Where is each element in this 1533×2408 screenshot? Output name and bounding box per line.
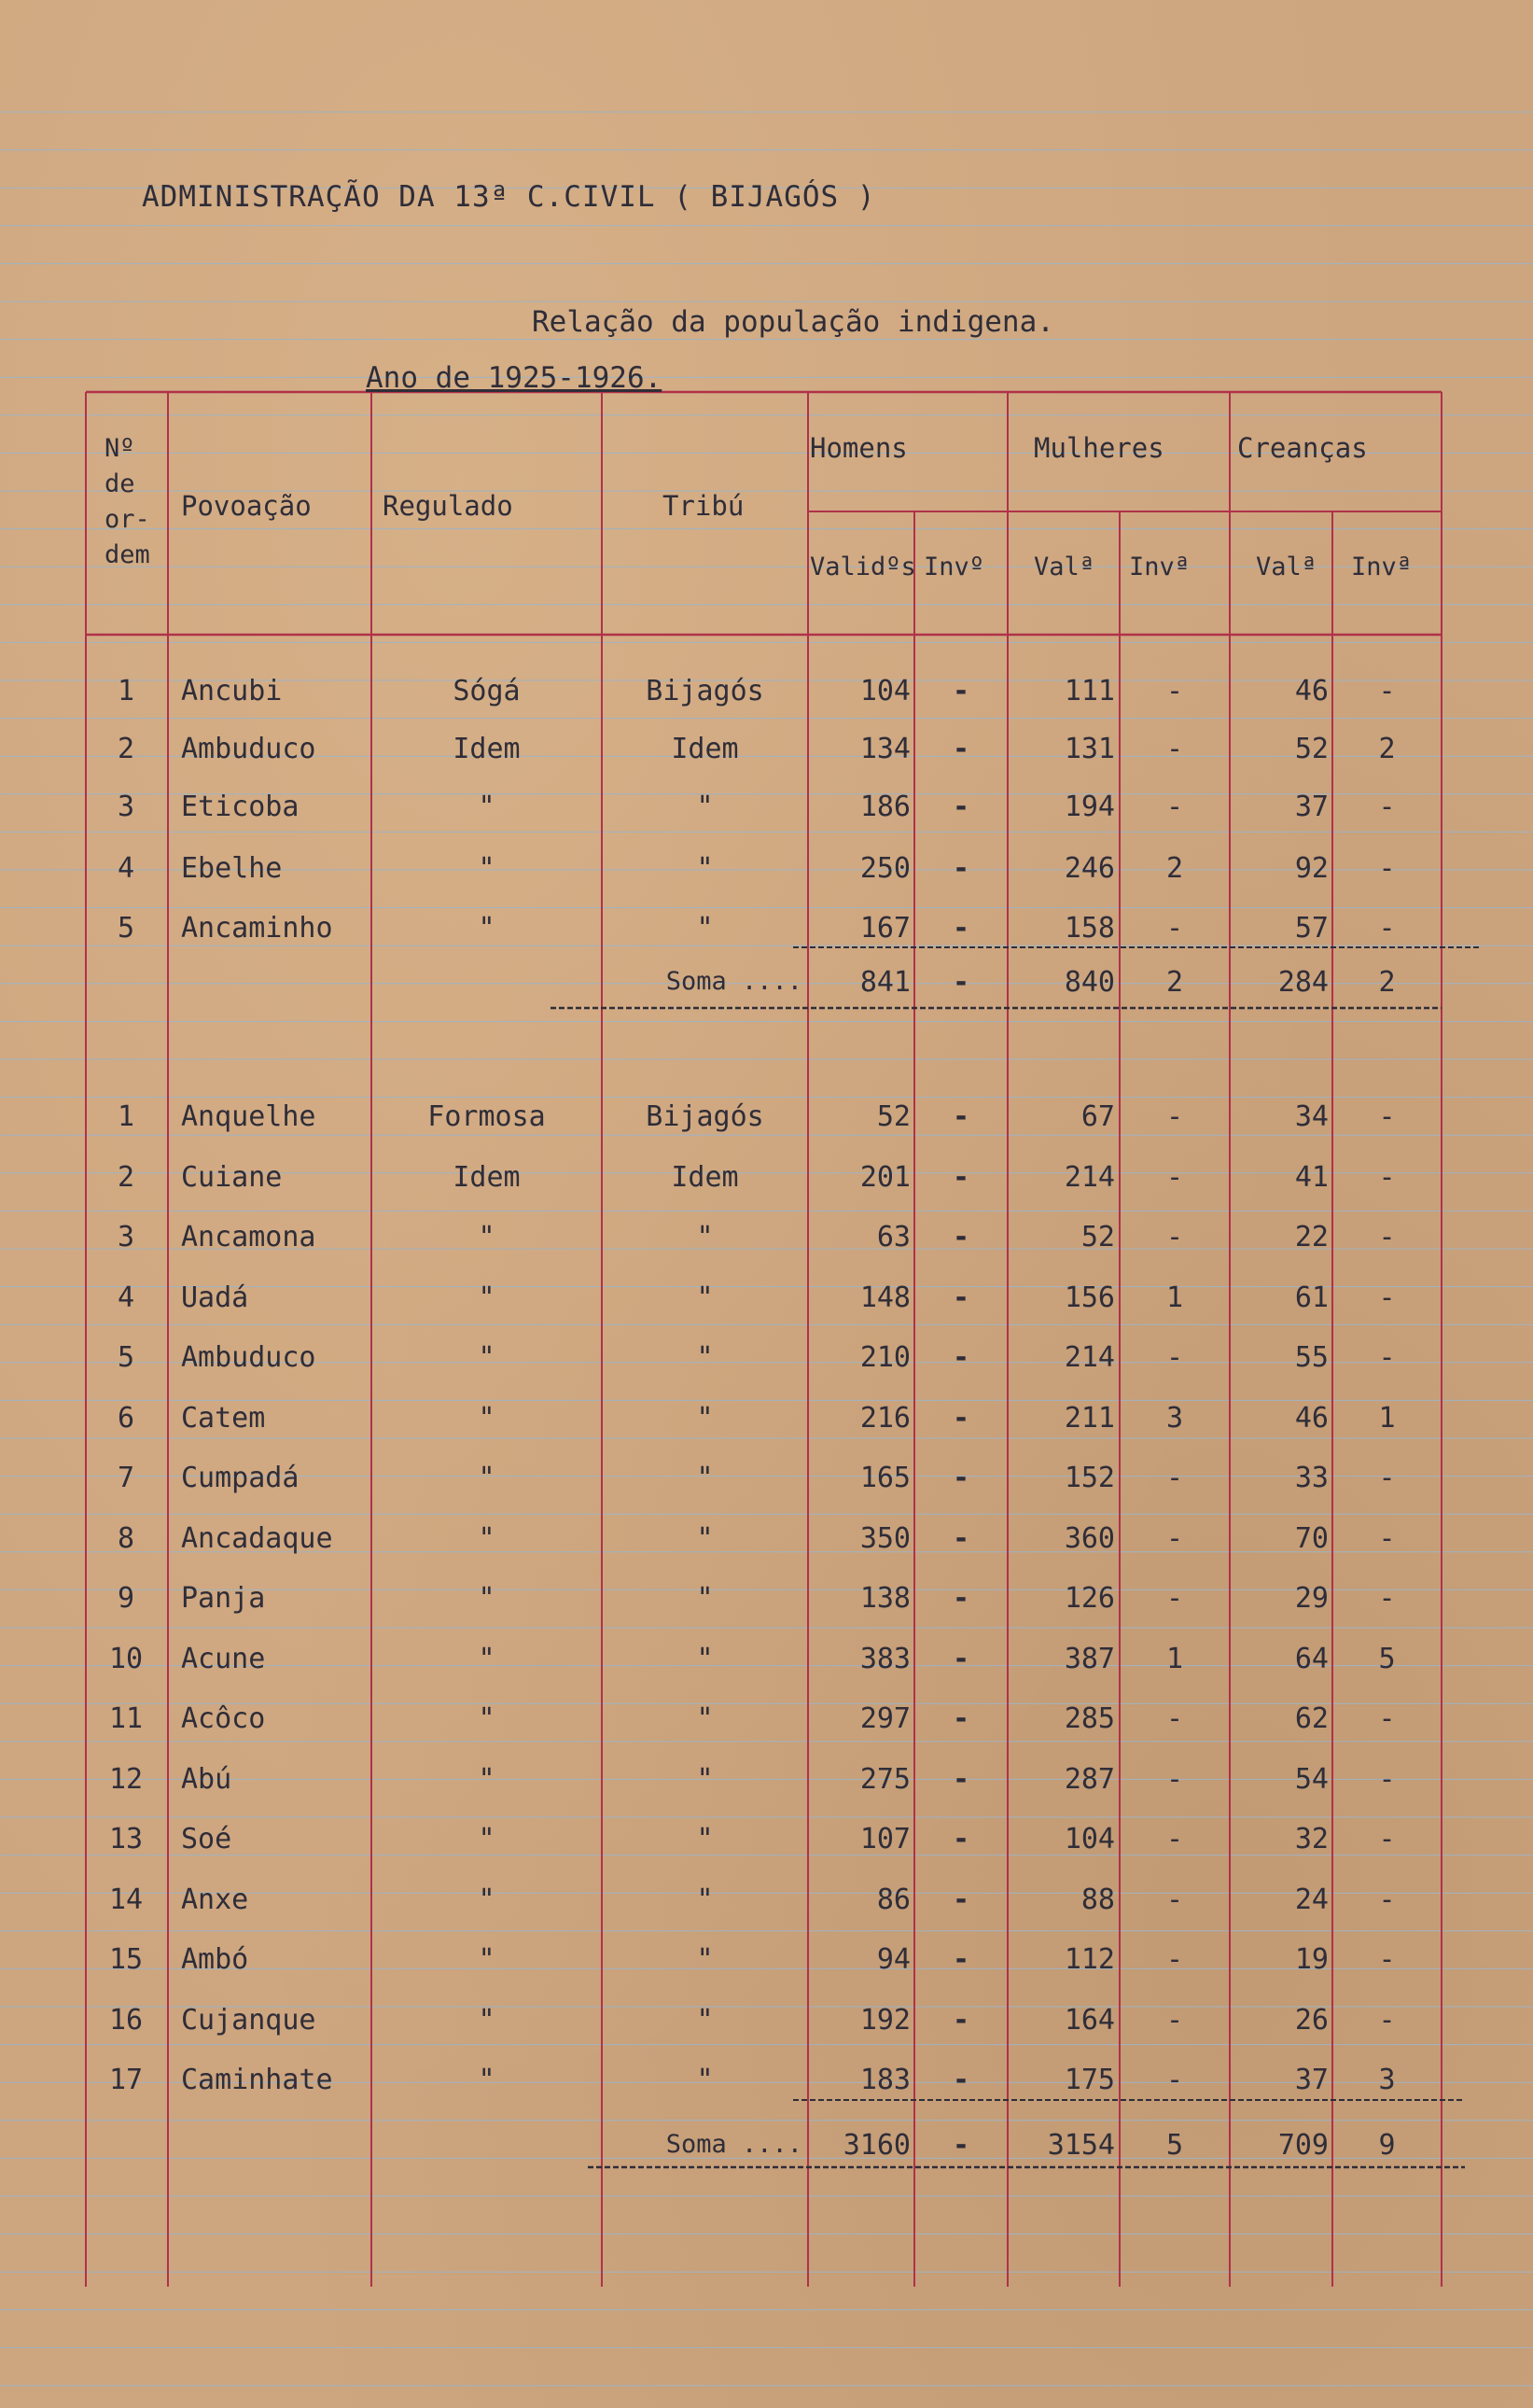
row-creancas-validos: 37: [1294, 791, 1329, 823]
row-homens-validos: 210: [859, 1341, 911, 1374]
row-tribu: ": [696, 1643, 714, 1675]
row-homens-invalidos: -: [952, 1100, 970, 1133]
row-tribu: ": [696, 1402, 714, 1435]
row-creancas-validos: 61: [1294, 1281, 1329, 1314]
row-homens-invalidos: -: [952, 1221, 970, 1253]
total-creancas-invalidos: 9: [1378, 2129, 1396, 2162]
row-mulheres-invalidos: -: [1165, 791, 1184, 823]
row-mulheres-invalidos: -: [1165, 2004, 1184, 2037]
col-mulheres-header: Mulheres: [1034, 432, 1164, 464]
row-homens-invalidos: -: [952, 1582, 970, 1615]
row-povoacao: Ambuduco: [181, 1341, 316, 1374]
row-creancas-invalidos: 1: [1378, 1402, 1396, 1435]
row-creancas-invalidos: -: [1378, 1281, 1396, 1314]
row-tribu: ": [696, 1462, 714, 1494]
row-mulheres-invalidos: -: [1165, 675, 1184, 707]
row-mulheres-invalidos: -: [1165, 1823, 1184, 1855]
row-tribu: Bijagós: [646, 1100, 764, 1133]
row-mulheres-validos: 214: [1064, 1341, 1115, 1374]
row-regulado: Formosa: [427, 1100, 546, 1133]
row-mulheres-invalidos: -: [1165, 1702, 1184, 1735]
row-number: 13: [108, 1823, 144, 1855]
row-homens-validos: 201: [859, 1161, 911, 1194]
row-homens-validos: 167: [859, 912, 911, 945]
row-number: 6: [117, 1402, 135, 1435]
row-creancas-invalidos: -: [1378, 2004, 1396, 2037]
row-regulado: ": [478, 1281, 495, 1314]
col-homens-validos-header: Validºs: [810, 553, 916, 581]
row-number: 4: [117, 1281, 135, 1314]
row-number: 3: [117, 791, 135, 823]
row-number: 1: [117, 1100, 135, 1133]
administration-heading: ADMINISTRAÇÃO DA 13ª C.CIVIL ( BIJAGÓS ): [142, 180, 876, 214]
row-creancas-validos: 57: [1294, 912, 1329, 945]
row-creancas-validos: 37: [1294, 2064, 1329, 2096]
row-homens-invalidos: -: [952, 1462, 970, 1494]
row-povoacao: Panja: [181, 1582, 266, 1615]
row-regulado: ": [478, 1883, 495, 1916]
row-regulado: Sógá: [453, 675, 521, 707]
row-regulado: ": [478, 2004, 495, 2037]
row-creancas-validos: 55: [1294, 1341, 1329, 1374]
row-mulheres-validos: 194: [1064, 791, 1115, 823]
row-povoacao: Ambó: [181, 1943, 249, 1976]
row-mulheres-validos: 104: [1064, 1823, 1115, 1855]
total-tribu: Soma ....: [665, 967, 802, 996]
col-ordem-header: Nº de or- dem: [105, 434, 150, 569]
row-number: 2: [117, 733, 135, 765]
row-number: 10: [108, 1643, 144, 1675]
row-homens-invalidos: -: [952, 1522, 970, 1555]
row-mulheres-invalidos: 1: [1165, 1281, 1184, 1314]
row-mulheres-validos: 152: [1064, 1462, 1115, 1494]
row-povoacao: Catem: [181, 1402, 266, 1435]
row-regulado: ": [478, 1943, 495, 1976]
total-mulheres-invalidos: 5: [1165, 2129, 1184, 2162]
row-povoacao: Uadá: [181, 1281, 249, 1314]
row-number: 2: [117, 1161, 135, 1194]
row-homens-invalidos: -: [952, 1281, 970, 1314]
row-regulado: ": [478, 912, 495, 945]
row-tribu: ": [696, 1522, 714, 1555]
total-tribu: Soma ....: [665, 2130, 802, 2159]
row-mulheres-invalidos: 3: [1165, 1402, 1184, 1435]
row-mulheres-validos: 211: [1064, 1402, 1115, 1435]
col-mulheres-invalidos-header: Invª: [1129, 553, 1191, 581]
row-mulheres-invalidos: -: [1165, 1341, 1184, 1374]
row-homens-validos: 107: [859, 1823, 911, 1855]
row-regulado: ": [478, 852, 495, 885]
row-povoacao: Soé: [181, 1823, 232, 1855]
year-label: Ano de 1925-1926.: [366, 361, 662, 395]
row-mulheres-validos: 111: [1064, 675, 1115, 707]
row-tribu: ": [696, 2064, 714, 2096]
row-creancas-validos: 62: [1294, 1702, 1329, 1735]
row-tribu: ": [696, 1943, 714, 1976]
row-tribu: Idem: [671, 1161, 739, 1194]
row-tribu: ": [696, 1281, 714, 1314]
row-homens-invalidos: -: [952, 1823, 970, 1855]
row-homens-validos: 183: [859, 2064, 911, 2096]
row-mulheres-invalidos: -: [1165, 2064, 1184, 2096]
row-regulado: ": [478, 1221, 495, 1253]
row-mulheres-validos: 287: [1064, 1763, 1115, 1796]
row-mulheres-invalidos: -: [1165, 1522, 1184, 1555]
row-regulado: ": [478, 1582, 495, 1615]
row-creancas-invalidos: -: [1378, 852, 1396, 885]
row-homens-invalidos: -: [952, 1341, 970, 1374]
row-number: 17: [108, 2064, 144, 2096]
row-homens-invalidos: -: [952, 1161, 970, 1194]
row-creancas-validos: 26: [1294, 2004, 1329, 2037]
row-povoacao: Ancamona: [181, 1221, 316, 1253]
row-povoacao: Ancaminho: [181, 912, 333, 945]
row-creancas-invalidos: 3: [1378, 2064, 1396, 2096]
col-creancas-validos-header: Valª: [1256, 553, 1317, 581]
row-regulado: ": [478, 1462, 495, 1494]
row-creancas-invalidos: -: [1378, 1883, 1396, 1916]
row-creancas-validos: 24: [1294, 1883, 1329, 1916]
row-povoacao: Acune: [181, 1643, 266, 1675]
row-povoacao: Ancadaque: [181, 1522, 333, 1555]
row-tribu: ": [696, 852, 714, 885]
row-tribu: Bijagós: [646, 675, 764, 707]
row-tribu: ": [696, 1341, 714, 1374]
row-tribu: ": [696, 1221, 714, 1253]
row-tribu: ": [696, 1702, 714, 1735]
row-number: 9: [117, 1582, 135, 1615]
row-mulheres-invalidos: -: [1165, 1462, 1184, 1494]
row-creancas-validos: 34: [1294, 1100, 1329, 1133]
row-creancas-invalidos: -: [1378, 1161, 1396, 1194]
row-regulado: Idem: [453, 1161, 521, 1194]
row-homens-validos: 275: [859, 1763, 911, 1796]
row-homens-validos: 350: [859, 1522, 911, 1555]
row-mulheres-validos: 285: [1064, 1702, 1115, 1735]
row-mulheres-validos: 52: [1080, 1221, 1115, 1253]
row-povoacao: Ambuduco: [181, 733, 316, 765]
row-creancas-validos: 54: [1294, 1763, 1329, 1796]
row-creancas-invalidos: -: [1378, 1582, 1396, 1615]
total-mulheres-validos: 840: [1064, 966, 1115, 999]
row-povoacao: Eticoba: [181, 791, 300, 823]
document-title: Relação da população indigena.: [532, 305, 1054, 339]
row-creancas-invalidos: -: [1378, 1763, 1396, 1796]
row-creancas-validos: 46: [1294, 675, 1329, 707]
row-mulheres-validos: 175: [1064, 2064, 1115, 2096]
row-mulheres-invalidos: -: [1165, 912, 1184, 945]
row-tribu: ": [696, 1823, 714, 1855]
row-homens-validos: 297: [859, 1702, 911, 1735]
row-mulheres-validos: 126: [1064, 1582, 1115, 1615]
row-homens-invalidos: -: [952, 733, 970, 765]
row-povoacao: Anquelhe: [181, 1100, 316, 1133]
row-tribu: ": [696, 2004, 714, 2037]
total-mulheres-validos: 3154: [1047, 2129, 1115, 2162]
total-creancas-invalidos: 2: [1378, 966, 1396, 999]
row-creancas-validos: 46: [1294, 1402, 1329, 1435]
row-number: 3: [117, 1221, 135, 1253]
row-homens-invalidos: -: [952, 1702, 970, 1735]
row-homens-validos: 52: [876, 1100, 911, 1133]
row-mulheres-validos: 156: [1064, 1281, 1115, 1314]
row-homens-validos: 148: [859, 1281, 911, 1314]
row-homens-validos: 216: [859, 1402, 911, 1435]
row-homens-validos: 94: [876, 1943, 911, 1976]
row-homens-validos: 86: [876, 1883, 911, 1916]
col-regulado-header: Regulado: [383, 490, 513, 522]
row-homens-invalidos: -: [952, 1943, 970, 1976]
row-povoacao: Cumpadá: [181, 1462, 300, 1494]
row-homens-validos: 134: [859, 733, 911, 765]
row-number: 5: [117, 912, 135, 945]
row-creancas-invalidos: -: [1378, 675, 1396, 707]
row-regulado: ": [478, 1522, 495, 1555]
row-mulheres-validos: 112: [1064, 1943, 1115, 1976]
row-creancas-invalidos: -: [1378, 1823, 1396, 1855]
row-mulheres-invalidos: -: [1165, 1943, 1184, 1976]
row-homens-invalidos: -: [952, 1763, 970, 1796]
row-homens-validos: 138: [859, 1582, 911, 1615]
row-creancas-validos: 33: [1294, 1462, 1329, 1494]
row-creancas-invalidos: -: [1378, 791, 1396, 823]
row-mulheres-validos: 214: [1064, 1161, 1115, 1194]
row-creancas-invalidos: -: [1378, 1522, 1396, 1555]
row-regulado: ": [478, 1643, 495, 1675]
col-homens-header: Homens: [810, 432, 908, 464]
row-creancas-invalidos: -: [1378, 1341, 1396, 1374]
row-number: 7: [117, 1462, 135, 1494]
col-mulheres-validos-header: Valª: [1034, 553, 1095, 581]
row-regulado: ": [478, 1402, 495, 1435]
total-creancas-validos: 284: [1277, 966, 1329, 999]
row-homens-validos: 383: [859, 1643, 911, 1675]
row-mulheres-invalidos: -: [1165, 1161, 1184, 1194]
row-number: 1: [117, 675, 135, 707]
row-homens-invalidos: -: [952, 2004, 970, 2037]
row-mulheres-validos: 158: [1064, 912, 1115, 945]
row-creancas-invalidos: 2: [1378, 733, 1396, 765]
total-homens-validos: 3160: [843, 2129, 911, 2162]
row-number: 11: [108, 1702, 144, 1735]
row-creancas-invalidos: -: [1378, 1100, 1396, 1133]
col-povoacao-header: Povoação: [181, 490, 312, 522]
row-creancas-validos: 22: [1294, 1221, 1329, 1253]
col-homens-invalidos-header: Invº: [924, 553, 985, 581]
row-creancas-validos: 52: [1294, 733, 1329, 765]
row-homens-validos: 186: [859, 791, 911, 823]
row-regulado: ": [478, 1702, 495, 1735]
row-tribu: ": [696, 1763, 714, 1796]
row-tribu: ": [696, 1582, 714, 1615]
row-tribu: ": [696, 912, 714, 945]
row-creancas-validos: 70: [1294, 1522, 1329, 1555]
row-creancas-validos: 19: [1294, 1943, 1329, 1976]
row-povoacao: Anxe: [181, 1883, 249, 1916]
row-regulado: ": [478, 2064, 495, 2096]
row-number: 5: [117, 1341, 135, 1374]
total-homens-invalidos: -: [952, 966, 970, 999]
row-mulheres-validos: 246: [1064, 852, 1115, 885]
row-creancas-invalidos: -: [1378, 1943, 1396, 1976]
row-povoacao: Ancubi: [181, 675, 283, 707]
row-homens-validos: 165: [859, 1462, 911, 1494]
row-povoacao: Caminhate: [181, 2064, 333, 2096]
row-creancas-validos: 64: [1294, 1643, 1329, 1675]
row-homens-invalidos: -: [952, 852, 970, 885]
row-mulheres-validos: 387: [1064, 1643, 1115, 1675]
row-number: 16: [108, 2004, 144, 2037]
row-regulado: ": [478, 1341, 495, 1374]
row-mulheres-invalidos: -: [1165, 1582, 1184, 1615]
row-mulheres-validos: 164: [1064, 2004, 1115, 2037]
total-mulheres-invalidos: 2: [1165, 966, 1184, 999]
row-creancas-validos: 92: [1294, 852, 1329, 885]
row-mulheres-invalidos: 1: [1165, 1643, 1184, 1675]
row-homens-invalidos: -: [952, 2064, 970, 2096]
row-creancas-validos: 29: [1294, 1582, 1329, 1615]
row-mulheres-invalidos: -: [1165, 1883, 1184, 1916]
col-creancas-invalidos-header: Invª: [1351, 553, 1413, 581]
row-mulheres-validos: 360: [1064, 1522, 1115, 1555]
row-homens-invalidos: -: [952, 1643, 970, 1675]
row-tribu: Idem: [671, 733, 739, 765]
row-homens-invalidos: -: [952, 1883, 970, 1916]
row-homens-validos: 250: [859, 852, 911, 885]
row-mulheres-validos: 67: [1080, 1100, 1115, 1133]
row-mulheres-validos: 88: [1080, 1883, 1115, 1916]
row-mulheres-invalidos: -: [1165, 1221, 1184, 1253]
row-creancas-validos: 32: [1294, 1823, 1329, 1855]
row-creancas-invalidos: -: [1378, 1462, 1396, 1494]
row-mulheres-invalidos: -: [1165, 733, 1184, 765]
row-homens-invalidos: -: [952, 675, 970, 707]
row-number: 15: [108, 1943, 144, 1976]
row-mulheres-invalidos: 2: [1165, 852, 1184, 885]
row-mulheres-invalidos: -: [1165, 1763, 1184, 1796]
row-homens-invalidos: -: [952, 1402, 970, 1435]
row-creancas-invalidos: -: [1378, 1702, 1396, 1735]
row-povoacao: Ebelhe: [181, 852, 283, 885]
row-number: 8: [117, 1522, 135, 1555]
total-homens-validos: 841: [859, 966, 911, 999]
col-creancas-header: Creanças: [1237, 432, 1368, 464]
row-mulheres-validos: 131: [1064, 733, 1115, 765]
total-homens-invalidos: -: [952, 2129, 970, 2162]
row-creancas-invalidos: -: [1378, 912, 1396, 945]
row-creancas-invalidos: -: [1378, 1221, 1396, 1253]
row-tribu: ": [696, 791, 714, 823]
row-number: 14: [108, 1883, 144, 1916]
col-tribu-header: Tribú: [662, 490, 745, 522]
row-homens-validos: 63: [876, 1221, 911, 1253]
row-regulado: Idem: [453, 733, 521, 765]
row-creancas-invalidos: 5: [1378, 1643, 1396, 1675]
row-number: 12: [108, 1763, 144, 1796]
row-creancas-validos: 41: [1294, 1161, 1329, 1194]
total-creancas-validos: 709: [1277, 2129, 1329, 2162]
row-povoacao: Cuiane: [181, 1161, 283, 1194]
row-regulado: ": [478, 1763, 495, 1796]
row-povoacao: Acôco: [181, 1702, 266, 1735]
row-number: 4: [117, 852, 135, 885]
row-tribu: ": [696, 1883, 714, 1916]
row-homens-invalidos: -: [952, 791, 970, 823]
row-regulado: ": [478, 1823, 495, 1855]
row-povoacao: Cujanque: [181, 2004, 316, 2037]
row-mulheres-invalidos: -: [1165, 1100, 1184, 1133]
row-homens-validos: 192: [859, 2004, 911, 2037]
row-povoacao: Abú: [181, 1763, 232, 1796]
row-homens-invalidos: -: [952, 912, 970, 945]
row-regulado: ": [478, 791, 495, 823]
row-homens-validos: 104: [859, 675, 911, 707]
